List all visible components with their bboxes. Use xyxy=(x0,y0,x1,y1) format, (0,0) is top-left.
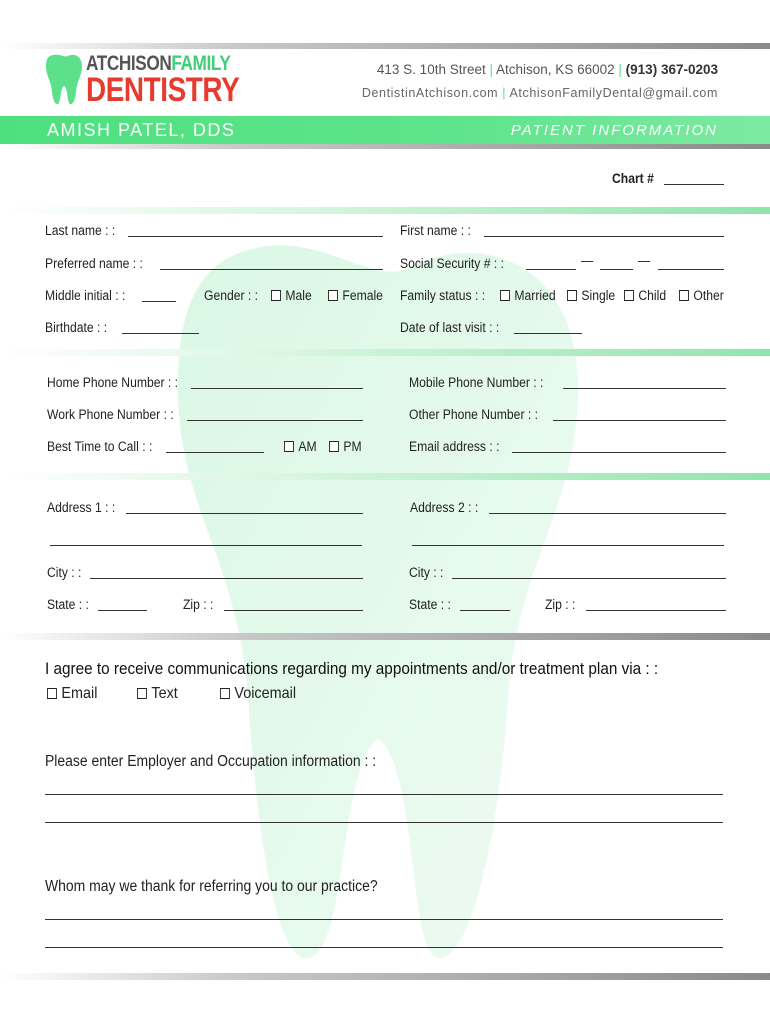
email-address-field[interactable] xyxy=(512,452,726,453)
referral-prompt: Whom may we thank for referring you to our practice? xyxy=(45,878,378,895)
first-name-field[interactable] xyxy=(484,236,724,237)
employer-prompt: Please enter Employer and Occupation information : : xyxy=(45,753,377,770)
zip-field[interactable] xyxy=(586,610,726,611)
gender-male-label: Male xyxy=(285,288,312,303)
pm-option[interactable] xyxy=(329,439,362,454)
comm-email-option[interactable] xyxy=(47,685,97,703)
first-name-label: First name : : xyxy=(400,223,471,238)
logo-atchison-text: ATCHISON xyxy=(86,52,172,75)
website-link[interactable]: DentistinAtchison.com xyxy=(361,86,499,100)
child-label: Child xyxy=(638,288,667,303)
checkbox-icon[interactable] xyxy=(624,290,634,301)
checkbox-icon[interactable] xyxy=(220,688,230,699)
home-phone-field[interactable] xyxy=(191,388,363,389)
phone-number: (913) 367-0203 xyxy=(625,62,718,77)
chart-number-field[interactable] xyxy=(664,184,724,185)
preferred-name-label: Preferred name : : xyxy=(45,256,143,271)
zip-field[interactable] xyxy=(224,610,363,611)
logo-family-text: FAMILY xyxy=(171,52,231,75)
comm-email-label: Email xyxy=(61,685,98,702)
am-option[interactable] xyxy=(284,439,317,454)
state-label: State : : xyxy=(409,597,451,612)
married-label: Married xyxy=(514,288,556,303)
street-address: 413 S. 10th Street xyxy=(376,62,486,77)
chart-number-label: Chart # xyxy=(612,171,654,186)
tooth-watermark-icon xyxy=(168,228,588,968)
checkbox-icon[interactable] xyxy=(329,441,339,452)
gender-male-option[interactable] xyxy=(271,288,312,303)
zip-label: Zip : : xyxy=(545,597,576,612)
ssn-field-1[interactable] xyxy=(526,269,576,270)
ssn-dash: — xyxy=(638,253,651,268)
doctor-name: AMISH PATEL, DDS xyxy=(47,120,236,140)
address1-field[interactable] xyxy=(126,513,363,514)
email-address-label: Email address : : xyxy=(409,439,500,454)
other-phone-field[interactable] xyxy=(553,420,726,421)
gender-female-label: Female xyxy=(342,288,383,303)
other-label: Other xyxy=(693,288,724,303)
ssn-dash: — xyxy=(581,253,594,268)
checkbox-icon[interactable] xyxy=(500,290,510,301)
section-divider xyxy=(0,473,770,480)
form-title: PATIENT INFORMATION xyxy=(510,122,718,139)
zip-label: Zip : : xyxy=(183,597,214,612)
referral-field-line-2[interactable] xyxy=(45,947,723,948)
other-option[interactable] xyxy=(679,288,724,303)
checkbox-icon[interactable] xyxy=(271,290,281,301)
employer-field-line-1[interactable] xyxy=(45,794,723,795)
comm-text-label: Text xyxy=(151,685,178,702)
referral-field-line-1[interactable] xyxy=(45,919,723,920)
child-option[interactable] xyxy=(624,288,666,303)
married-option[interactable] xyxy=(500,288,556,303)
birthdate-field[interactable] xyxy=(122,333,199,334)
logo xyxy=(44,52,240,109)
last-visit-label: Date of last visit : : xyxy=(400,320,500,335)
top-border-band xyxy=(0,43,770,49)
family-status-label: Family status : : xyxy=(400,288,486,303)
best-time-label: Best Time to Call : : xyxy=(47,439,153,454)
city-label: City : : xyxy=(47,565,82,580)
middle-initial-field[interactable] xyxy=(142,301,176,302)
checkbox-icon[interactable] xyxy=(47,688,57,699)
address2-label: Address 2 : : xyxy=(410,500,479,515)
home-phone-label: Home Phone Number : : xyxy=(47,375,179,390)
checkbox-icon[interactable] xyxy=(679,290,689,301)
checkbox-icon[interactable] xyxy=(328,290,338,301)
section-divider xyxy=(0,349,770,356)
other-phone-label: Other Phone Number : : xyxy=(409,407,538,422)
section-divider xyxy=(0,207,770,214)
state-label: State : : xyxy=(47,597,89,612)
comm-voicemail-label: Voicemail xyxy=(234,685,297,702)
single-option[interactable] xyxy=(567,288,615,303)
communications-prompt: I agree to receive communications regarding my appointments and/or treatment plan via : : xyxy=(45,659,659,678)
city-field[interactable] xyxy=(452,578,726,579)
am-label: AM xyxy=(298,439,317,454)
contact-line-2 xyxy=(362,86,718,100)
mobile-phone-label: Mobile Phone Number : : xyxy=(409,375,544,390)
birthdate-label: Birthdate : : xyxy=(45,320,108,335)
comm-text-option[interactable] xyxy=(137,685,178,703)
last-name-field[interactable] xyxy=(128,236,383,237)
tooth-logo-icon xyxy=(44,52,84,106)
separator: | xyxy=(502,86,507,100)
section-divider xyxy=(0,633,770,640)
last-name-label: Last name : : xyxy=(45,223,116,238)
address2-line2-field[interactable] xyxy=(412,545,724,546)
ssn-field-3[interactable] xyxy=(658,269,724,270)
work-phone-field[interactable] xyxy=(187,420,363,421)
email-link[interactable]: AtchisonFamilyDental@gmail.com xyxy=(509,86,718,100)
city-state-zip: Atchison, KS 66002 xyxy=(496,62,615,77)
mobile-phone-field[interactable] xyxy=(563,388,726,389)
separator: | xyxy=(618,62,622,77)
gender-label: Gender : : xyxy=(204,288,259,303)
separator: | xyxy=(489,62,494,77)
city-field[interactable] xyxy=(90,578,363,579)
logo-dentistry-text: DENTISTRY xyxy=(86,71,240,109)
employer-field-line-2[interactable] xyxy=(45,822,723,823)
bottom-border-band xyxy=(0,973,770,980)
address1-label: Address 1 : : xyxy=(47,500,116,515)
work-phone-label: Work Phone Number : : xyxy=(47,407,174,422)
ssn-field-2[interactable] xyxy=(600,269,633,270)
title-underband xyxy=(0,144,770,149)
checkbox-icon[interactable] xyxy=(284,441,294,452)
pm-label: PM xyxy=(343,439,362,454)
preferred-name-field[interactable] xyxy=(160,269,383,270)
address1-line2-field[interactable] xyxy=(50,545,362,546)
best-time-field[interactable] xyxy=(166,452,264,453)
comm-voicemail-option[interactable] xyxy=(220,685,296,703)
ssn-label: Social Security # : : xyxy=(400,256,505,271)
state-field[interactable] xyxy=(98,610,147,611)
last-visit-field[interactable] xyxy=(514,333,582,334)
checkbox-icon[interactable] xyxy=(137,688,147,699)
contact-line-1 xyxy=(377,62,718,77)
gender-female-option[interactable] xyxy=(328,288,383,303)
single-label: Single xyxy=(581,288,616,303)
address2-field[interactable] xyxy=(489,513,726,514)
city-label: City : : xyxy=(409,565,444,580)
checkbox-icon[interactable] xyxy=(567,290,577,301)
state-field[interactable] xyxy=(460,610,510,611)
middle-initial-label: Middle initial : : xyxy=(45,288,126,303)
